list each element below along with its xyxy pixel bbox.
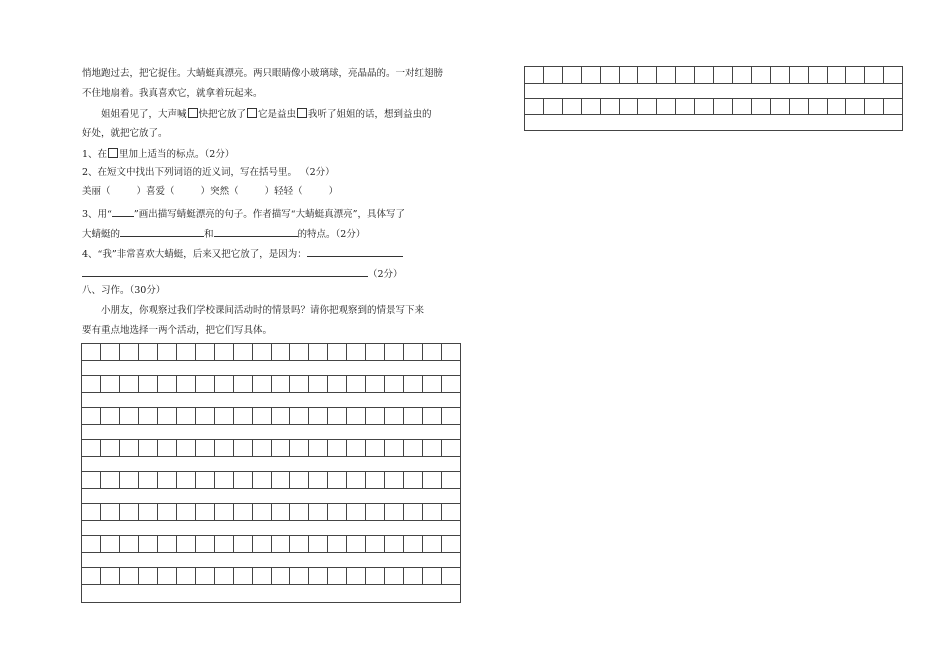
grid-cell[interactable]: [82, 440, 101, 456]
grid-row: [82, 440, 460, 457]
grid-cell[interactable]: [752, 67, 771, 83]
passage-line-1: 悄地跑过去，把它捉住。大蜻蜓真漂亮。两只眼睛像小玻璃球，亮晶晶的。一对红翅膀: [82, 68, 444, 79]
grid-cell[interactable]: [366, 408, 385, 424]
grid-cell[interactable]: [309, 440, 328, 456]
question-2: 2、在短文中找出下列词语的近义词，写在括号里。 （2分）: [82, 167, 335, 178]
grid-cell[interactable]: [423, 568, 442, 584]
grid-cell[interactable]: [385, 408, 404, 424]
grid-cell[interactable]: [196, 376, 215, 392]
grid-cell[interactable]: [290, 440, 309, 456]
grid-cell[interactable]: [158, 504, 177, 520]
grid-cell[interactable]: [385, 536, 404, 552]
grid-cell[interactable]: [290, 408, 309, 424]
grid-cell[interactable]: [177, 536, 196, 552]
grid-cell[interactable]: [196, 344, 215, 360]
grid-cell[interactable]: [196, 440, 215, 456]
grid-cell[interactable]: [638, 67, 657, 83]
question-text: 3、用“: [82, 209, 112, 220]
grid-cell[interactable]: [423, 440, 442, 456]
grid-cell[interactable]: [120, 472, 139, 488]
grid-cell[interactable]: [196, 536, 215, 552]
grid-cell[interactable]: [290, 568, 309, 584]
grid-row: [82, 408, 460, 425]
grid-cell[interactable]: [347, 504, 366, 520]
question-text: 4、“我”非常喜欢大蜻蜓，后来又把它放了，是因为：: [82, 249, 307, 260]
grid-cell[interactable]: [177, 376, 196, 392]
grid-cell[interactable]: [404, 376, 423, 392]
grid-cell[interactable]: [253, 344, 272, 360]
grid-cell[interactable]: [120, 344, 139, 360]
grid-cell[interactable]: [234, 472, 253, 488]
grid-cell[interactable]: [404, 536, 423, 552]
grid-cell[interactable]: [215, 408, 234, 424]
grid-cell[interactable]: [215, 440, 234, 456]
grid-cell[interactable]: [563, 99, 582, 115]
grid-cell[interactable]: [234, 568, 253, 584]
passage-text: 姐姐看见了，大声喊: [101, 109, 187, 120]
question-text: 的特点。（2分）: [297, 229, 366, 240]
grid-cell[interactable]: [139, 344, 158, 360]
grid-cell[interactable]: [525, 99, 544, 115]
word-label: 喜爱（: [146, 186, 175, 197]
section-8-prompt-2: 要有重点地选择一两个活动，把它们写具体。: [82, 325, 273, 336]
grid-cell[interactable]: [884, 67, 902, 83]
grid-cell[interactable]: [253, 568, 272, 584]
grid-cell[interactable]: [234, 408, 253, 424]
grid-cell[interactable]: [442, 344, 460, 360]
passage-text: 它是益虫: [258, 109, 297, 120]
grid-cell[interactable]: [215, 504, 234, 520]
question-text: ”画出描写蜻蜓漂亮的句子。作者描写“大蜻蜓真漂亮”，具体写了: [133, 209, 405, 220]
grid-cell[interactable]: [120, 568, 139, 584]
grid-cell[interactable]: [366, 440, 385, 456]
grid-cell[interactable]: [309, 472, 328, 488]
passage-line-2: 不住地扇着。我真喜欢它，就拿着玩起来。: [82, 88, 263, 99]
question-text: 和: [204, 229, 214, 240]
grid-cell[interactable]: [101, 408, 120, 424]
grid-cell[interactable]: [423, 504, 442, 520]
grid-cell[interactable]: [790, 67, 809, 83]
word-label: 美丽（: [82, 186, 111, 197]
grid-cell[interactable]: [290, 472, 309, 488]
grid-cell[interactable]: [714, 99, 733, 115]
grid-row-gap: [82, 585, 460, 600]
grid-cell[interactable]: [82, 568, 101, 584]
grid-row-gap: [82, 553, 460, 568]
grid-cell[interactable]: [328, 536, 347, 552]
grid-row-gap: [82, 361, 460, 376]
grid-cell[interactable]: [158, 376, 177, 392]
grid-cell[interactable]: [676, 67, 695, 83]
grid-cell[interactable]: [563, 67, 582, 83]
grid-cell[interactable]: [657, 99, 676, 115]
grid-row-gap: [82, 393, 460, 408]
grid-cell[interactable]: [865, 67, 884, 83]
grid-cell[interactable]: [733, 99, 752, 115]
grid-cell[interactable]: [423, 408, 442, 424]
grid-cell[interactable]: [423, 376, 442, 392]
grid-cell[interactable]: [385, 376, 404, 392]
grid-cell[interactable]: [347, 472, 366, 488]
grid-cell[interactable]: [657, 67, 676, 83]
grid-cell[interactable]: [101, 536, 120, 552]
grid-cell[interactable]: [196, 472, 215, 488]
grid-cell[interactable]: [328, 408, 347, 424]
grid-cell[interactable]: [582, 99, 601, 115]
grid-cell[interactable]: [404, 504, 423, 520]
grid-cell[interactable]: [215, 376, 234, 392]
grid-cell[interactable]: [366, 568, 385, 584]
grid-cell[interactable]: [309, 408, 328, 424]
grid-cell[interactable]: [828, 99, 847, 115]
grid-cell[interactable]: [139, 568, 158, 584]
grid-cell[interactable]: [423, 344, 442, 360]
grid-cell[interactable]: [253, 472, 272, 488]
word-label: ）: [200, 186, 211, 197]
question-text: 1、在: [82, 149, 108, 160]
grid-cell[interactable]: [366, 376, 385, 392]
grid-row: [82, 504, 460, 521]
grid-cell[interactable]: [101, 568, 120, 584]
answer-line[interactable]: [120, 226, 204, 237]
answer-line[interactable]: [307, 246, 403, 257]
grid-cell[interactable]: [404, 408, 423, 424]
question-4: [82, 246, 403, 261]
grid-cell[interactable]: [790, 99, 809, 115]
passage-text: 快把它放了: [198, 109, 247, 120]
writing-grid[interactable]: [81, 343, 461, 603]
grid-cell[interactable]: [234, 504, 253, 520]
grid-cell[interactable]: [120, 504, 139, 520]
word-label: 轻轻（: [274, 186, 303, 197]
grid-cell[interactable]: [366, 536, 385, 552]
grid-cell[interactable]: [544, 99, 563, 115]
grid-cell[interactable]: [234, 440, 253, 456]
grid-row: [82, 344, 460, 361]
grid-cell[interactable]: [82, 536, 101, 552]
question-score: （2分）: [368, 269, 403, 280]
square-box-icon: [108, 148, 118, 158]
grid-cell[interactable]: [234, 376, 253, 392]
grid-cell[interactable]: [177, 472, 196, 488]
grid-cell[interactable]: [752, 99, 771, 115]
answer-line[interactable]: [82, 266, 368, 277]
grid-cell[interactable]: [120, 536, 139, 552]
grid-cell[interactable]: [158, 344, 177, 360]
grid-cell[interactable]: [309, 344, 328, 360]
grid-cell[interactable]: [366, 472, 385, 488]
grid-cell[interactable]: [196, 408, 215, 424]
grid-cell[interactable]: [884, 99, 902, 115]
grid-cell[interactable]: [272, 536, 291, 552]
grid-cell[interactable]: [309, 536, 328, 552]
grid-cell[interactable]: [771, 99, 790, 115]
grid-cell[interactable]: [846, 99, 865, 115]
grid-cell[interactable]: [385, 440, 404, 456]
grid-cell[interactable]: [158, 568, 177, 584]
grid-row: [525, 99, 902, 116]
writing-grid[interactable]: [524, 66, 903, 131]
grid-cell[interactable]: [544, 67, 563, 83]
grid-cell[interactable]: [139, 472, 158, 488]
word-label: 突然（: [210, 186, 239, 197]
punctuation-box[interactable]: [247, 108, 257, 118]
question-1: [82, 148, 234, 161]
grid-cell[interactable]: [423, 472, 442, 488]
grid-cell[interactable]: [120, 440, 139, 456]
grid-cell[interactable]: [272, 408, 291, 424]
grid-cell[interactable]: [695, 99, 714, 115]
grid-cell[interactable]: [582, 67, 601, 83]
question-text: 大蜻蜓的: [82, 229, 121, 240]
grid-cell[interactable]: [272, 568, 291, 584]
grid-cell[interactable]: [234, 344, 253, 360]
grid-row-gap: [525, 84, 902, 99]
answer-line[interactable]: [214, 226, 298, 237]
grid-cell[interactable]: [120, 408, 139, 424]
grid-cell[interactable]: [328, 440, 347, 456]
grid-cell[interactable]: [272, 504, 291, 520]
grid-cell[interactable]: [828, 67, 847, 83]
section-8-prompt-1: 小朋友，你观察过我们学校课间活动时的情景吗？请你把观察到的情景写下来: [101, 305, 425, 316]
grid-cell[interactable]: [347, 440, 366, 456]
grid-cell[interactable]: [385, 504, 404, 520]
grid-cell[interactable]: [139, 376, 158, 392]
grid-cell[interactable]: [177, 344, 196, 360]
grid-cell[interactable]: [253, 440, 272, 456]
grid-cell[interactable]: [158, 536, 177, 552]
grid-cell[interactable]: [82, 344, 101, 360]
grid-cell[interactable]: [404, 344, 423, 360]
grid-cell[interactable]: [620, 99, 639, 115]
grid-cell[interactable]: [290, 376, 309, 392]
grid-cell[interactable]: [328, 568, 347, 584]
grid-cell[interactable]: [404, 440, 423, 456]
grid-cell[interactable]: [177, 568, 196, 584]
grid-cell[interactable]: [177, 408, 196, 424]
grid-cell[interactable]: [253, 536, 272, 552]
grid-cell[interactable]: [442, 440, 460, 456]
answer-line[interactable]: [112, 206, 134, 217]
grid-cell[interactable]: [347, 344, 366, 360]
grid-cell[interactable]: [846, 67, 865, 83]
grid-row-gap: [82, 457, 460, 472]
grid-cell[interactable]: [328, 472, 347, 488]
grid-cell[interactable]: [442, 408, 460, 424]
section-8-title: 八、习作。（30分）: [82, 285, 166, 296]
grid-cell[interactable]: [82, 504, 101, 520]
question-3-line-2: [82, 226, 365, 241]
grid-cell[interactable]: [290, 536, 309, 552]
grid-row: [82, 536, 460, 553]
grid-cell[interactable]: [158, 472, 177, 488]
grid-cell[interactable]: [82, 472, 101, 488]
grid-cell[interactable]: [733, 67, 752, 83]
grid-cell[interactable]: [366, 504, 385, 520]
grid-cell[interactable]: [601, 67, 620, 83]
grid-cell[interactable]: [442, 504, 460, 520]
grid-cell[interactable]: [442, 536, 460, 552]
grid-cell[interactable]: [695, 67, 714, 83]
passage-text: 我听了姐姐的话，想到益虫的: [308, 109, 432, 120]
grid-row-gap: [525, 115, 902, 130]
grid-cell[interactable]: [423, 536, 442, 552]
grid-cell[interactable]: [272, 376, 291, 392]
grid-cell[interactable]: [525, 67, 544, 83]
grid-cell[interactable]: [347, 376, 366, 392]
word-label: ）: [136, 186, 147, 197]
grid-cell[interactable]: [272, 440, 291, 456]
grid-cell[interactable]: [82, 376, 101, 392]
grid-row-gap: [82, 521, 460, 536]
question-4-line-2: [82, 266, 403, 281]
grid-row: [82, 376, 460, 393]
grid-cell[interactable]: [253, 408, 272, 424]
grid-cell[interactable]: [101, 472, 120, 488]
grid-cell[interactable]: [771, 67, 790, 83]
word-label: ）: [328, 186, 339, 197]
grid-cell[interactable]: [638, 99, 657, 115]
punctuation-box[interactable]: [297, 108, 307, 118]
grid-cell[interactable]: [139, 440, 158, 456]
grid-cell[interactable]: [309, 376, 328, 392]
grid-cell[interactable]: [158, 440, 177, 456]
grid-cell[interactable]: [272, 344, 291, 360]
grid-cell[interactable]: [809, 99, 828, 115]
grid-cell[interactable]: [309, 568, 328, 584]
grid-cell[interactable]: [139, 408, 158, 424]
grid-cell[interactable]: [366, 344, 385, 360]
grid-row-gap: [82, 489, 460, 504]
passage-line-4: 好处，就把它放了。: [82, 128, 168, 139]
grid-cell[interactable]: [139, 504, 158, 520]
grid-cell[interactable]: [865, 99, 884, 115]
grid-cell[interactable]: [442, 568, 460, 584]
grid-cell[interactable]: [328, 504, 347, 520]
question-text: 里加上适当的标点。（2分）: [119, 149, 235, 160]
grid-cell[interactable]: [139, 536, 158, 552]
grid-cell[interactable]: [442, 376, 460, 392]
grid-cell[interactable]: [234, 536, 253, 552]
grid-cell[interactable]: [404, 472, 423, 488]
grid-cell[interactable]: [272, 472, 291, 488]
grid-cell[interactable]: [253, 504, 272, 520]
punctuation-box[interactable]: [188, 108, 198, 118]
grid-cell[interactable]: [309, 504, 328, 520]
grid-cell[interactable]: [101, 344, 120, 360]
grid-cell[interactable]: [328, 344, 347, 360]
question-3: [82, 206, 405, 221]
grid-cell[interactable]: [82, 408, 101, 424]
grid-cell[interactable]: [253, 376, 272, 392]
grid-cell[interactable]: [101, 440, 120, 456]
grid-cell[interactable]: [177, 504, 196, 520]
grid-cell[interactable]: [101, 504, 120, 520]
grid-cell[interactable]: [676, 99, 695, 115]
grid-cell[interactable]: [404, 568, 423, 584]
word-label: ）: [264, 186, 275, 197]
grid-cell[interactable]: [347, 536, 366, 552]
grid-cell[interactable]: [215, 536, 234, 552]
grid-cell[interactable]: [290, 344, 309, 360]
grid-row-gap: [82, 425, 460, 440]
grid-cell[interactable]: [385, 472, 404, 488]
grid-cell[interactable]: [620, 67, 639, 83]
grid-cell[interactable]: [347, 408, 366, 424]
grid-cell[interactable]: [809, 67, 828, 83]
grid-cell[interactable]: [714, 67, 733, 83]
grid-cell[interactable]: [101, 376, 120, 392]
grid-cell[interactable]: [347, 568, 366, 584]
grid-cell[interactable]: [177, 440, 196, 456]
grid-row: [82, 568, 460, 585]
grid-cell[interactable]: [385, 568, 404, 584]
grid-cell[interactable]: [442, 472, 460, 488]
grid-row: [525, 67, 902, 84]
grid-cell[interactable]: [215, 568, 234, 584]
grid-cell[interactable]: [328, 376, 347, 392]
grid-row: [82, 472, 460, 489]
grid-cell[interactable]: [385, 344, 404, 360]
grid-cell[interactable]: [215, 472, 234, 488]
grid-cell[interactable]: [158, 408, 177, 424]
grid-cell[interactable]: [120, 376, 139, 392]
passage-line-3: [101, 108, 432, 121]
grid-cell[interactable]: [601, 99, 620, 115]
grid-cell[interactable]: [215, 344, 234, 360]
grid-cell[interactable]: [196, 568, 215, 584]
grid-cell[interactable]: [290, 504, 309, 520]
question-2-words: [82, 186, 338, 198]
grid-cell[interactable]: [196, 504, 215, 520]
